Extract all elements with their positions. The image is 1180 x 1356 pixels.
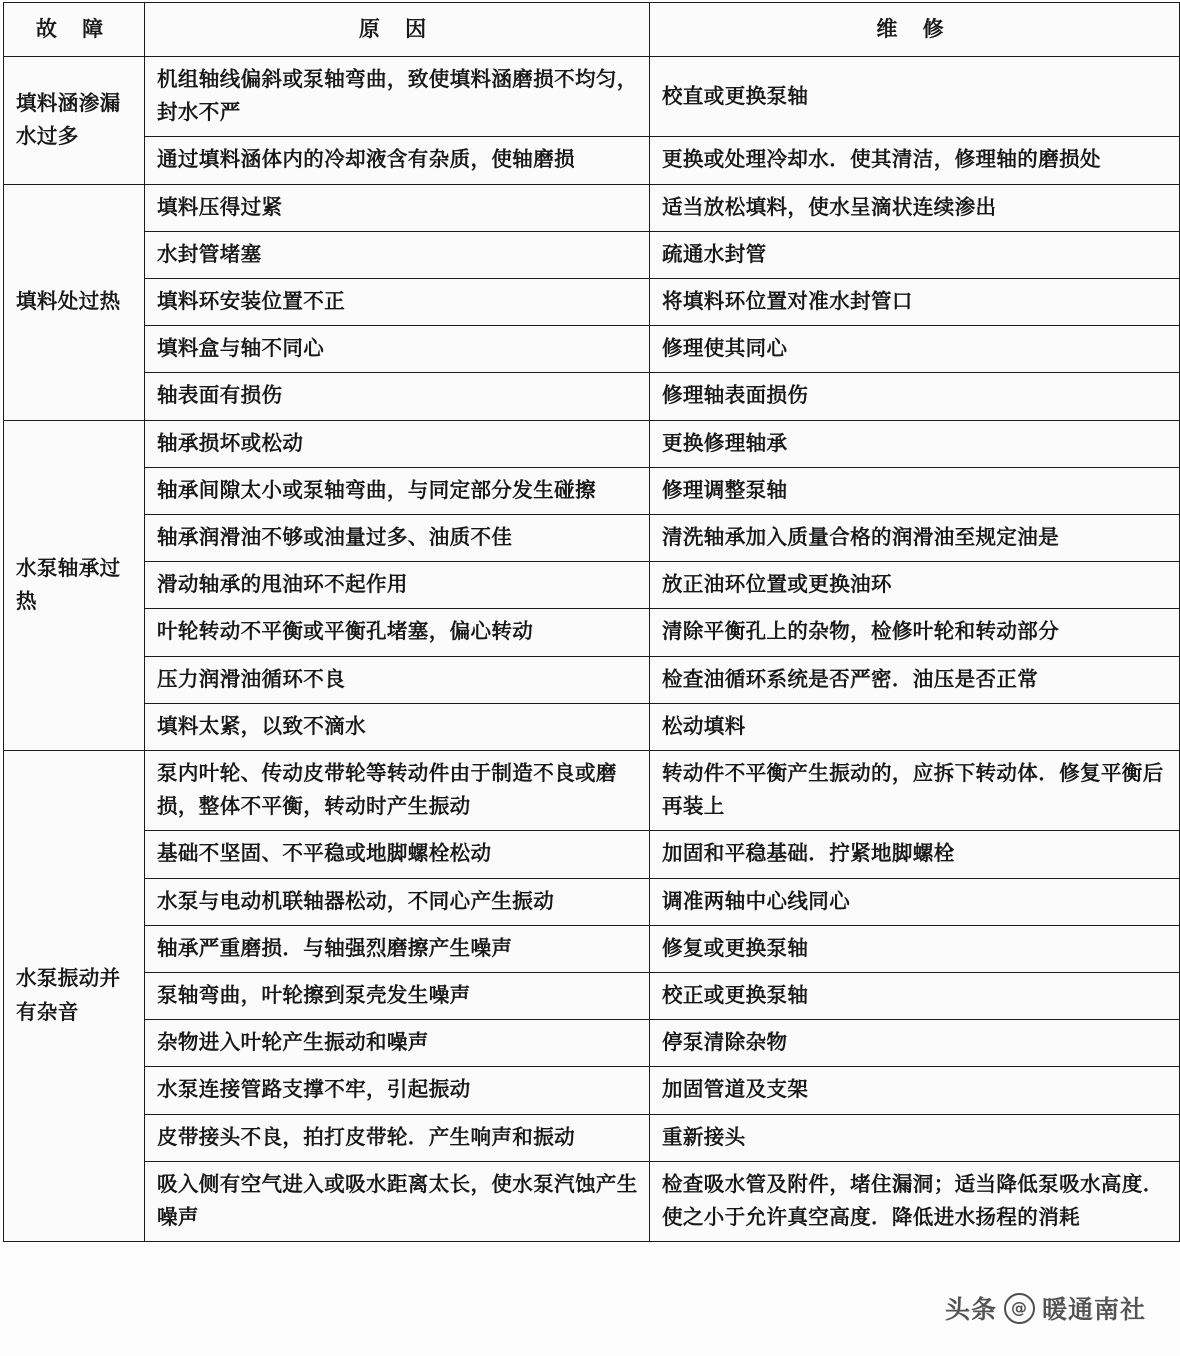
- cause-cell: 压力润滑油循环不良: [145, 656, 650, 703]
- watermark: [945, 1290, 1146, 1326]
- column-header-fault: 故 障: [4, 3, 145, 57]
- fault-group-label: 水泵振动并有杂音: [4, 751, 145, 1242]
- repair-cell: 更换修理轴承: [650, 420, 1180, 467]
- table-row: [4, 231, 1180, 278]
- cause-cell: 水封管堵塞: [145, 231, 650, 278]
- repair-cell: 适当放松填料，使水呈滴状连续渗出: [650, 184, 1180, 231]
- repair-cell: 重新接头: [650, 1114, 1180, 1161]
- repair-cell: 将填料环位置对准水封管口: [650, 279, 1180, 326]
- fault-group-label: 填料涵渗漏水过多: [4, 57, 145, 185]
- column-header-repair: 维 修: [650, 3, 1180, 57]
- cause-cell: 填料环安装位置不正: [145, 279, 650, 326]
- document-page: [0, 2, 1180, 1356]
- table-row: [4, 1067, 1180, 1114]
- repair-cell: 修理使其同心: [650, 326, 1180, 373]
- table-row: [4, 878, 1180, 925]
- watermark-platform: 头条: [944, 1295, 997, 1324]
- repair-cell: 校正或更换泵轴: [650, 973, 1180, 1020]
- repair-cell: 检查油循环系统是否严密．油压是否正常: [650, 656, 1180, 703]
- cause-cell: 泵轴弯曲，叶轮擦到泵壳发生噪声: [145, 973, 650, 1020]
- table-row: [4, 279, 1180, 326]
- table-row: [4, 467, 1180, 514]
- repair-cell: 校直或更换泵轴: [650, 57, 1180, 137]
- repair-cell: 清洗轴承加入质量合格的润滑油至规定油是: [650, 515, 1180, 562]
- fault-group-label: 水泵轴承过热: [4, 420, 145, 750]
- repair-cell: 松动填料: [650, 703, 1180, 750]
- header-row: [4, 3, 1180, 57]
- table-row: [4, 373, 1180, 420]
- cause-cell: 机组轴线偏斜或泵轴弯曲，致使填料涵磨损不均匀，封水不严: [145, 57, 650, 137]
- table-row: [4, 137, 1180, 184]
- table-row: [4, 57, 1180, 137]
- table-row: [4, 515, 1180, 562]
- table-row: [4, 751, 1180, 831]
- watermark-account-name: 暖通南社: [1041, 1295, 1146, 1324]
- repair-cell: 加固和平稳基础．拧紧地脚螺栓: [650, 831, 1180, 878]
- repair-cell: 修理轴表面损伤: [650, 373, 1180, 420]
- repair-cell: 修理调整泵轴: [650, 467, 1180, 514]
- table-row: [4, 973, 1180, 1020]
- cause-cell: 水泵与电动机联轴器松动，不同心产生振动: [145, 878, 650, 925]
- table-header: [4, 3, 1180, 57]
- cause-cell: 轴表面有损伤: [145, 373, 650, 420]
- repair-cell: 疏通水封管: [650, 231, 1180, 278]
- cause-cell: 杂物进入叶轮产生振动和噪声: [145, 1020, 650, 1067]
- table-row: [4, 1020, 1180, 1067]
- fault-group-label: 填料处过热: [4, 184, 145, 420]
- repair-cell: 放正油环位置或更换油环: [650, 562, 1180, 609]
- table-row: [4, 326, 1180, 373]
- column-header-cause: 原 因: [145, 3, 650, 57]
- cause-cell: 叶轮转动不平衡或平衡孔堵塞，偏心转动: [145, 609, 650, 656]
- cause-cell: 填料太紧，以致不滴水: [145, 703, 650, 750]
- table-row: [4, 420, 1180, 467]
- cause-cell: 通过填料涵体内的冷却液含有杂质，使轴磨损: [145, 137, 650, 184]
- repair-cell: 转动件不平衡产生振动的，应拆下转动体．修复平衡后再装上: [650, 751, 1180, 831]
- cause-cell: 轴承间隙太小或泵轴弯曲，与同定部分发生碰擦: [145, 467, 650, 514]
- cause-cell: 轴承严重磨损．与轴强烈磨擦产生噪声: [145, 925, 650, 972]
- repair-cell: 检查吸水管及附件，堵住漏洞；适当降低泵吸水高度．使之小于允许真空高度．降低进水扬程的消耗: [650, 1161, 1180, 1241]
- pump-fault-troubleshooting-table: [3, 2, 1180, 1242]
- at-sign-icon: @: [1004, 1293, 1035, 1324]
- table-row: [4, 184, 1180, 231]
- repair-cell: 修复或更换泵轴: [650, 925, 1180, 972]
- table-body: [4, 57, 1180, 1242]
- cause-cell: 轴承损坏或松动: [145, 420, 650, 467]
- repair-cell: 加固管道及支架: [650, 1067, 1180, 1114]
- repair-cell: 清除平衡孔上的杂物，检修叶轮和转动部分: [650, 609, 1180, 656]
- cause-cell: 基础不坚固、不平稳或地脚螺栓松动: [145, 831, 650, 878]
- repair-cell: 更换或处理冷却水．使其清洁，修理轴的磨损处: [650, 137, 1180, 184]
- table-row: [4, 609, 1180, 656]
- cause-cell: 皮带接头不良，拍打皮带轮．产生响声和振动: [145, 1114, 650, 1161]
- cause-cell: 水泵连接管路支撑不牢，引起振动: [145, 1067, 650, 1114]
- table-row: [4, 925, 1180, 972]
- table-row: [4, 1114, 1180, 1161]
- repair-cell: 停泵清除杂物: [650, 1020, 1180, 1067]
- cause-cell: 轴承润滑油不够或油量过多、油质不佳: [145, 515, 650, 562]
- cause-cell: 滑动轴承的甩油环不起作用: [145, 562, 650, 609]
- table-row: [4, 703, 1180, 750]
- cause-cell: 填料压得过紧: [145, 184, 650, 231]
- repair-cell: 调准两轴中心线同心: [650, 878, 1180, 925]
- cause-cell: 吸入侧有空气进入或吸水距离太长，使水泵汽蚀产生噪声: [145, 1161, 650, 1241]
- cause-cell: 泵内叶轮、传动皮带轮等转动件由于制造不良或磨损，整体不平衡，转动时产生振动: [145, 751, 650, 831]
- cause-cell: 填料盒与轴不同心: [145, 326, 650, 373]
- table-row: [4, 656, 1180, 703]
- table-row: [4, 562, 1180, 609]
- table-row: [4, 831, 1180, 878]
- table-row: [4, 1161, 1180, 1241]
